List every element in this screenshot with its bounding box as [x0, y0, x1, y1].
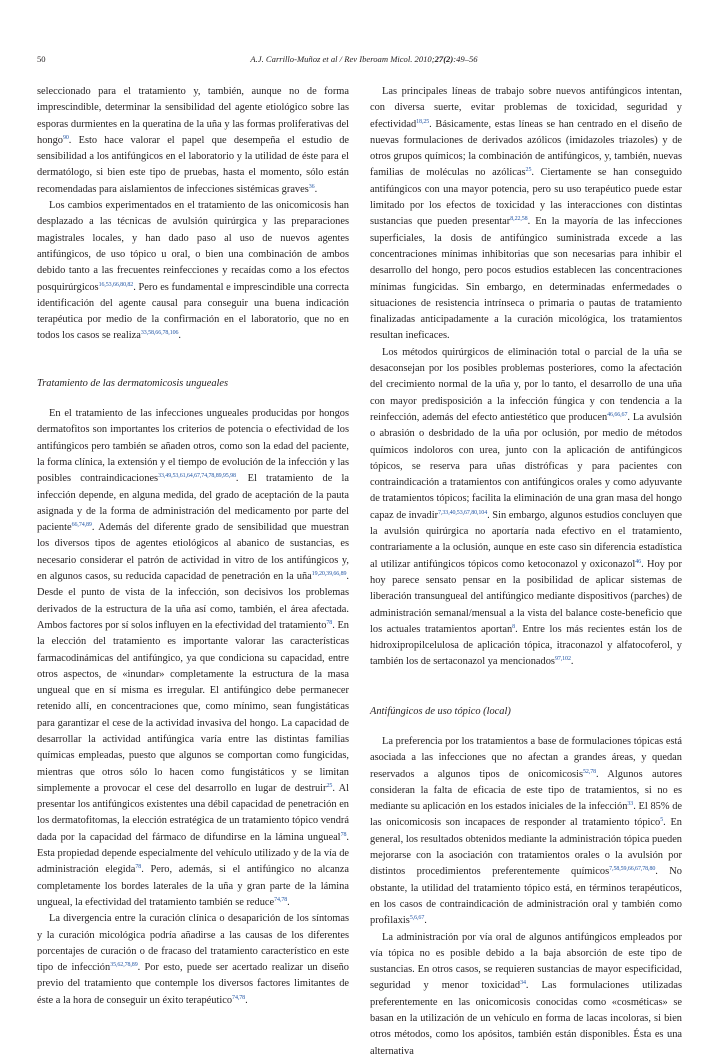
- text-run: . En la elección del tratamiento es importante valorar las características farmacodinámicas del antifúngico, ya que condiciona su capacidad, entre otros aspectos, de «inundar» completamente la estructura de la masa ungueal que en sí misma es irregular. El antifúngico debe permanecer retenido allí, en concentraciones que, como mínimo, sean fungistáticas para garantizar el cese de la actividad invasiva del hongo. La capacidad de desarrollar la actividad antifúngica varía entre las distintas familias químicas empleadas, puesto que algunos se comportan como fungicidas, mientras que otros sólo lo hacen como fungistáticos y se limitan simplemente a provocar el cese del desarrollo en lugar de destruir: [37, 619, 349, 794]
- text-run: . Algunos autores consideran la falta de eficacia de este tipo de tratamientos, si no es mediante su aplicación en los estados iniciales de la infección: [370, 768, 682, 813]
- text-run: . No obstante, la utilidad del tratamiento tópico está, en términos terapéuticos, en los casos de contraindicación de administración oral y también como profilaxis: [370, 866, 682, 927]
- text-run: . Las formulaciones utilizadas preferentemente en las onicomicosis conocidas como «cosméticas» se basan en la utilización de un vehículo en forma de lacas incoloras, si bien otros métodos, como los apósitos, también están disponibles. Ésta es una alternativa: [370, 980, 682, 1057]
- page-number: 50: [37, 54, 46, 64]
- citation-ref: 36: [308, 183, 315, 190]
- citation-ref: 7,58,59,66,67,78,80: [609, 866, 656, 873]
- text-run: La preferencia por los tratamientos a base de formulaciones tópicas está asociada a las infecciones que no afectan a grandes áreas, y quedan reservados a algunos tipos de onicomicosis: [370, 735, 682, 780]
- text-run: . El 85% de las onicomicosis son incapaces de responder al tratamiento tópico: [370, 801, 682, 829]
- running-head-citation: [37, 54, 691, 64]
- citation-ref: 78: [326, 619, 333, 626]
- text-run: seleccionado para el tratamiento y, también, aunque no de forma imprescindible, determinar la sensibilidad del agente etiológico sobre las esporas durmientes en la queratina de la uña y las formas proliferativas del hongo: [37, 86, 349, 146]
- text-run: . El tratamiento de la infección depende, en alguna medida, del grado de aceptación de la pauta asignada y de la forma de administración del medicamento por parte del paciente: [37, 473, 349, 534]
- section-heading: Antifúngicos de uso tópico (local): [370, 705, 511, 717]
- citation-ref: 46: [635, 558, 642, 565]
- citation-ref: 7,33,40,53,67,80,104: [438, 509, 488, 516]
- text-run: . Desde el punto de vista de la infección, son decisivos los problemas derivados de la estructura de la uña así como, también, el área afectada. Ambos factores por sí solos influyen en la efectividad del tratamiento: [37, 571, 349, 631]
- text-run: . Por esto, puede ser acertado realizar un diseño previo del tratamiento que contemple los diversos factores limitantes de éste a la hora de conseguir un éxito terapéutico: [37, 962, 350, 1006]
- citation-ref: 46,66,67: [607, 411, 628, 418]
- text-run: . Esto hace valorar el papel que desempeña el estudio de sensibilidad a los antifúngicos en el laboratorio y la utilidad de éste para el dermatólogo, si bien este tipo de pruebas, hasta el momento, sólo están recomendadas para aislamientos de infecciones sistémicas graves: [37, 134, 349, 195]
- text-run: . Pero, además, si el antifúngico no alcanza completamente los bordes laterales de la uña y gran parte de la lámina ungueal, la efectividad del tratamiento también se reduce: [37, 864, 349, 908]
- citation-issue: (2): [443, 54, 454, 64]
- citation-ref: 33,58,66,78,106: [140, 330, 179, 337]
- citation-ref: 97,102: [554, 656, 571, 663]
- text-run: .: [245, 994, 248, 1006]
- text-run: . En general, los resultados obtenidos mediante la administración tópica pueden mejorarse con la asociación con tratamientos orales o la avulsión por distintos procedimientos preferentemente químicos: [370, 817, 682, 878]
- text-run: .: [570, 656, 574, 668]
- citation-ref: 8: [512, 623, 516, 630]
- citation-ref: 74,78: [274, 896, 288, 903]
- citation-ref: 5,6,67: [409, 915, 425, 922]
- page-header: [37, 54, 691, 68]
- text-run: Las principales líneas de trabajo sobre nuevos antifúngicos intentan, con diversa suerte, evitar problemas de toxicidad, seguridad y efectividad: [370, 86, 682, 130]
- paragraph: [370, 734, 682, 930]
- citation-prefix: A.J. Carrillo-Muñoz et al / Rev Iberoam Micol. 2010;: [250, 54, 435, 64]
- citation-ref: 25: [525, 167, 532, 174]
- text-run: . Pero es fundamental e imprescindible una correcta identificación del agente causal para conseguir una buena indicación terapéutica por medio de la confirmación en el laboratorio, que no en todos los casos se realiza: [37, 281, 349, 342]
- citation-ref: 5: [660, 817, 664, 824]
- citation-ref: 74,78: [232, 994, 246, 1001]
- citation-volume: 27: [434, 54, 444, 64]
- text-run: . Hoy por hoy parece sensato pensar en la posibilidad de aplicar sistemas de liberación transungueal del antifúngico mediante dispositivos (parches) de administración semanal/mensual a la vista del balance coste-beneficio que los actuales tratamientos aportan: [370, 558, 682, 635]
- text-run: .: [287, 896, 290, 908]
- citation-ref: 52,78: [583, 768, 597, 775]
- left-column: [37, 84, 349, 1009]
- text-run: .: [178, 330, 182, 342]
- citation-ref: 90: [62, 134, 69, 141]
- citation-ref: 33,49,53,61,64,67,74,78,89,95,98: [158, 473, 236, 480]
- citation-ref: 34: [520, 980, 526, 987]
- citation-ref: 35,62,78,89: [110, 962, 138, 969]
- text-run: . Esta propiedad depende especialmente del vehículo utilizado y de la vía de administración elegida: [37, 831, 349, 876]
- citation-ref: 18,25: [416, 118, 430, 125]
- text-run: . Ciertamente se han conseguido antifúngicos con una mayor potencia, pero su uso terapéutico puede estar limitado por los efectos de toxicidad y las interacciones con distintas sustancias que pueden presentar: [370, 167, 682, 228]
- paragraph: [370, 84, 682, 345]
- paragraph: [37, 911, 349, 1009]
- right-column: [370, 84, 682, 1060]
- text-run: . En la mayoría de las infecciones superficiales, la dosis de antifúngico suministrada excede a las concentraciones mínimas inhibitorias que son necesarias para inhibir el desarrollo del hongo, pero pocos estudios establecen las concentraciones mínimas fungicidas. Sin embargo, en determinadas enfermedades o situaciones de resistencia intrínseca o primaria o pautas de tratamiento finalizadas anticipadamente a la curación micológica, los tratamientos resultan ineficaces.: [370, 216, 682, 342]
- text-run: .: [424, 915, 427, 927]
- text-run: En el tratamiento de las infecciones ungueales producidas por hongos dermatofitos son importantes los criterios de potencia o efectividad de los antifúngicos pero también se añaden otros, como son la edad del paciente, la forma clínica, la extensión y el tiempo de evolución de la infección y las posibles contraindicaciones: [37, 408, 349, 485]
- citation-pages: :49–56: [453, 54, 478, 64]
- citation-ref: 8,22,58: [510, 216, 528, 223]
- text-run: . La avulsión o abrasión o desbridado de la uña por oclusión, por medio de métodos químicos indoloros con urea, junto con la aplicación de antifúngicos tópicos, se reserva para uñas distróficas y para pacientes con contraindicación a tratamientos con antifúngicos orales y como adyuvante de tratamientos tópicos; facilita la eliminación de una gran masa del hongo capaz de invadir: [370, 411, 682, 521]
- text-run: . Sin embargo, algunos estudios concluyen que la avulsión quirúrgica no aportaría nada efectivo en el tratamiento, contrariamente a la oclusión, aunque en este caso sin diferencia estadística al utilizar antifúngicos tópicos como ketoconazol y oxiconazol: [370, 509, 683, 570]
- paragraph: [37, 406, 349, 911]
- citation-ref: 66,74,89: [71, 522, 92, 529]
- citation-ref: 19,20,39,66,89: [311, 571, 347, 578]
- citation-ref: 78: [340, 831, 347, 838]
- citation-ref: 33: [627, 801, 634, 808]
- text-run: La divergencia entre la curación clínica o desaparición de los síntomas y la curación micológica podría añadirse a las causas de los diferentes porcentajes de curación o de fracaso del tratamiento característico en este tipo de infección: [37, 913, 349, 974]
- section-heading: Tratamiento de las dermatomicosis ungueales: [37, 377, 229, 389]
- text-run: . Básicamente, estas líneas se han centrado en el diseño de nuevas formulaciones de derivados azólicos (imidazoles triazoles) y de otros grupos químicos; la combinación de antifúngicos, y, también, nuevas familias de moléculas no azólicas: [370, 118, 682, 179]
- paragraph: [37, 198, 349, 345]
- text-run: Los métodos quirúrgicos de eliminación total o parcial de la uña se desaconsejan por los posibles problemas posteriores, como la afectación del crecimiento normal de la uña y, por lo tanto, el desarrollo de una uña con mayor predisposición a la infección fúngica y con tendencia a la reinfección, además del efecto antiestético que producen: [370, 346, 682, 423]
- paragraph: [370, 930, 682, 1060]
- citation-ref: 25: [326, 782, 333, 789]
- text-run: Los cambios experimentados en el tratamiento de las onicomicosis han desplazado a las técnicas de avulsión quirúrgica y las preparaciones magistrales locales, y han dado paso al uso de nuevos agentes antifúngicos, de uso tópico u oral, o bien una combinación de ambos debido tanto a las frecuentes reinfecciones y recaídas como a los efectos posquirúrgicos: [37, 200, 349, 293]
- paragraph: [370, 345, 682, 671]
- text-run: .: [314, 183, 318, 195]
- paragraph: [37, 84, 349, 198]
- text-run: . Entre los más recientes están los de hidroxipropilcelulosa de aplicación tópica, itraconazol y alfatocoferol, y también los de sertaconazol ya mencionados: [370, 623, 682, 668]
- text-run: . Además del diferente grado de sensibilidad que muestran los diversos tipos de agentes etiológicos al abanico de sustancias, es necesario considerar el patrón de actividad in vitro de los antifúngicos y, en algunos casos, su reducida capacidad de penetración en la uña: [37, 522, 349, 583]
- text-run: . Al presentar los antifúngicos existentes una débil capacidad de penetración en los dermatofitomas, la elección estratégica de un tratamiento tópico vendrá dada por la capacidad del fármaco de difundirse en la lámina ungueal: [37, 782, 349, 843]
- citation-ref: 78: [135, 864, 142, 871]
- text-run: La administración por vía oral de algunos antifúngicos empleados por vía tópica no es posible debido a la baja absorción de este tipo de sustancias. En otros casos, se requieren sustancias de mayor especificidad, seguridad y menor toxicidad: [370, 931, 682, 992]
- citation-ref: 16,53,66,80,82: [98, 281, 134, 288]
